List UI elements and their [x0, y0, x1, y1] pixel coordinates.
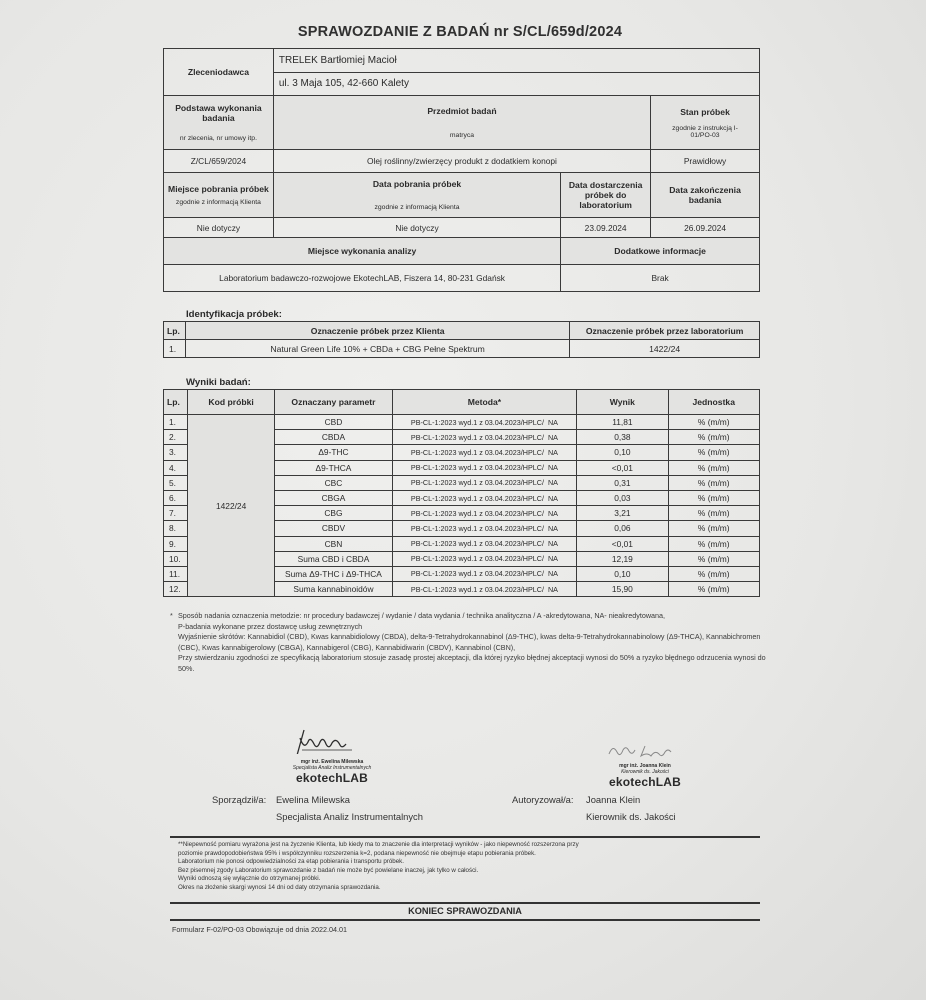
result-lp: 3.	[164, 445, 188, 460]
form-reference: Formularz F-02/PO-03 Obowiązuje od dnia 2022.04.01	[172, 925, 347, 934]
sample-code: 1422/24	[187, 415, 274, 597]
right-stamp-name: mgr inż. Joanna Klein	[619, 763, 671, 769]
prepared-by-title: Specjalista Analiz Instrumentalnych	[276, 811, 423, 822]
left-ekotechlab-logo: ekotechLAB	[295, 771, 368, 785]
result-value: 11,81	[577, 415, 668, 430]
result-parameter: Suma kannabinoidów	[275, 582, 392, 597]
result-lp: 4.	[164, 460, 188, 475]
result-method: PB-CL-1:2023 wyd.1 z 03.04.2023/HPLC/ NA	[392, 475, 577, 490]
result-unit: % (m/m)	[668, 582, 760, 597]
result-unit: % (m/m)	[668, 415, 760, 430]
disclaimer-block	[178, 841, 738, 892]
identification-title: Identyfikacja próbek:	[186, 309, 282, 320]
results-header-param: Oznaczany parametr	[275, 390, 392, 415]
identification-table	[163, 321, 760, 358]
results-title: Wyniki badań:	[186, 377, 251, 388]
result-value: <0,01	[577, 536, 668, 551]
basis-sub: nr zlecenia, nr umowy itp.	[179, 135, 257, 142]
ident-header-lp: Lp.	[164, 322, 186, 340]
disclaimer-line: Wyniki odnoszą się wyłącznie do otrzymanej próbki.	[178, 875, 321, 882]
results-header-result: Wynik	[577, 390, 668, 415]
results-table	[163, 389, 760, 597]
sampling-date-label: Data pobrania próbek	[372, 179, 462, 189]
result-value: 0,06	[577, 521, 668, 536]
notes-star: *	[170, 611, 173, 620]
result-parameter: CBC	[275, 475, 392, 490]
sampling-place-header	[164, 173, 274, 218]
result-lp: 11.	[164, 566, 188, 581]
result-value: 0,10	[577, 445, 668, 460]
subject-header	[273, 96, 650, 150]
sampling-place-sub: zgodnie z informacją Klienta	[175, 199, 261, 206]
result-lp: 5.	[164, 475, 188, 490]
basis-value: Z/CL/659/2024	[164, 150, 274, 173]
result-lp: 9.	[164, 536, 188, 551]
results-header-method: Metoda*	[392, 390, 577, 415]
disclaimer-line: Bez pisemnej zgody Laboratorium sprawozdanie z badań nie może być powielane inaczej, jak tylko w całości.	[178, 866, 479, 874]
disclaimer-top-rule	[170, 836, 760, 838]
results-header-lp: Lp.	[164, 390, 188, 415]
result-method: PB-CL-1:2023 wyd.1 z 03.04.2023/HPLC/ NA	[392, 521, 577, 536]
result-lp: 12.	[164, 582, 188, 597]
results-row	[164, 415, 760, 430]
result-unit: % (m/m)	[668, 521, 760, 536]
state-value: Prawidłowy	[651, 150, 760, 173]
end-date-value: 26.09.2024	[651, 218, 760, 238]
analysis-place-label: Miejsce wykonania analizy	[164, 238, 561, 265]
ident-lp: 1.	[164, 340, 186, 358]
result-lp: 2.	[164, 430, 188, 445]
authorized-by-title: Kierownik ds. Jakości	[586, 811, 676, 822]
client-label: Zleceniodawca	[164, 49, 274, 96]
left-signature-stamp	[272, 728, 392, 785]
result-value: 15,90	[577, 582, 668, 597]
notes-line-2: P-badania wykonane przez dostawcę usług zewnętrznych	[178, 621, 363, 631]
result-method: PB-CL-1:2023 wyd.1 z 03.04.2023/HPLC/ NA	[392, 460, 577, 475]
result-unit: % (m/m)	[668, 445, 760, 460]
result-parameter: CBG	[275, 506, 392, 521]
subject-sub: matryca	[449, 132, 475, 139]
state-label: Stan próbek	[680, 106, 730, 117]
result-method: PB-CL-1:2023 wyd.1 z 03.04.2023/HPLC/ NA	[392, 490, 577, 505]
disclaimer-line: Laboratorium nie ponosi odpowiedzialności za etap pobierania i transportu próbek.	[178, 858, 404, 865]
result-value: 0,38	[577, 430, 668, 445]
basis-label: Podstawa wykonania badania	[175, 103, 262, 123]
method-notes	[170, 611, 768, 675]
right-signature-icon	[595, 742, 695, 758]
result-method: PB-CL-1:2023 wyd.1 z 03.04.2023/HPLC/ NA	[392, 506, 577, 521]
right-ekotechlab-logo: ekotechLAB	[608, 775, 681, 789]
result-parameter: Suma Δ9-THC i Δ9-THCA	[275, 566, 392, 581]
state-header	[651, 96, 760, 150]
result-value: 3,21	[577, 506, 668, 521]
result-method: PB-CL-1:2023 wyd.1 z 03.04.2023/HPLC/ NA	[392, 445, 577, 460]
authorized-by-label: Autoryzował/a:	[512, 794, 574, 805]
basis-header	[164, 96, 274, 150]
ident-lab-designation: 1422/24	[570, 340, 760, 358]
additional-label: Dodatkowe informacje	[561, 238, 760, 265]
prepared-by-name: Ewelina Milewska	[276, 794, 350, 805]
sampling-date-value: Nie dotyczy	[273, 218, 560, 238]
disclaimer-line: poziomie prawdopodobieństwa 95% i współczynniku rozszerzenia k=2, podana niepewność nie obejmuje etapu pobierania próbek.	[178, 849, 536, 857]
result-parameter: CBDA	[275, 430, 392, 445]
result-lp: 1.	[164, 415, 188, 430]
result-parameter: CBGA	[275, 490, 392, 505]
left-stamp-name: mgr inż. Ewelina Milewska	[300, 759, 364, 765]
result-unit: % (m/m)	[668, 506, 760, 521]
result-method: PB-CL-1:2023 wyd.1 z 03.04.2023/HPLC/ NA	[392, 566, 577, 581]
end-bottom-rule	[170, 919, 760, 921]
end-of-report: KONIEC SPRAWOZDANIA	[408, 906, 522, 916]
result-lp: 6.	[164, 490, 188, 505]
result-value: <0,01	[577, 460, 668, 475]
sampling-place-value: Nie dotyczy	[164, 218, 274, 238]
result-unit: % (m/m)	[668, 536, 760, 551]
left-signature-icon	[282, 728, 382, 754]
result-lp: 7.	[164, 506, 188, 521]
result-value: 12,19	[577, 551, 668, 566]
notes-line-4: Przy stwierdzaniu zgodności ze specyfikacją laboratorium stosuje zasadę prostej akceptacji, dla której ryzyko błędnej akceptacji wynosi do 50% a ryzyko błędnego odrzucenia wynosi do 50%.	[178, 653, 766, 673]
state-sub: zgodnie z instrukcją I-01/PO-03	[672, 124, 738, 139]
result-lp: 10.	[164, 551, 188, 566]
left-stamp-title: Specjalista Analiz Instrumentalnych	[292, 765, 372, 771]
end-top-rule	[170, 902, 760, 904]
result-method: PB-CL-1:2023 wyd.1 z 03.04.2023/HPLC/ NA	[392, 551, 577, 566]
authorized-by	[512, 791, 676, 822]
delivery-date-value: 23.09.2024	[561, 218, 651, 238]
ident-row	[164, 340, 760, 358]
prepared-by-label: Sporządził/a:	[212, 794, 267, 805]
left-handwritten-signature	[272, 728, 392, 759]
result-value: 0,31	[577, 475, 668, 490]
ident-client-designation: Natural Green Life 10% + CBDa + CBG Pełne Spektrum	[185, 340, 569, 358]
result-method: PB-CL-1:2023 wyd.1 z 03.04.2023/HPLC/ NA	[392, 536, 577, 551]
result-unit: % (m/m)	[668, 430, 760, 445]
ident-header-lab: Oznaczenie próbek przez laboratorium	[570, 322, 760, 340]
results-header-code: Kod próbki	[187, 390, 274, 415]
result-parameter: CBN	[275, 536, 392, 551]
result-method: PB-CL-1:2023 wyd.1 z 03.04.2023/HPLC/ NA	[392, 430, 577, 445]
result-unit: % (m/m)	[668, 566, 760, 581]
result-parameter: Δ9-THCA	[275, 460, 392, 475]
prepared-by	[212, 791, 423, 822]
result-lp: 8.	[164, 521, 188, 536]
right-stamp-title: Kierownik ds. Jakości	[621, 769, 669, 775]
result-parameter: Suma CBD i CBDA	[275, 551, 392, 566]
result-value: 0,03	[577, 490, 668, 505]
notes-line-3: Wyjaśnienie skrótów: Kannabidiol (CBD), Kwas kannabidiolowy (CBDA), delta-9-Tetrahydrokannabinol (Δ9-THC), kwas delta-9-Tetrahydrokannabinolowy (Δ9-THCA), Kannabichromen (CBC), Kwas kannabigerolowy (CBGA), Kannabigerol (CBG), Kannabidiwarin (CBDV), Kannabinol (CBN),	[178, 632, 761, 652]
sampling-date-header	[273, 173, 560, 218]
result-parameter: CBDV	[275, 521, 392, 536]
result-unit: % (m/m)	[668, 490, 760, 505]
result-parameter: Δ9-THC	[275, 445, 392, 460]
result-parameter: CBD	[275, 415, 392, 430]
ident-header-client: Oznaczenie próbek przez Klienta	[185, 322, 569, 340]
result-unit: % (m/m)	[668, 460, 760, 475]
right-signature-stamp	[590, 742, 700, 789]
client-name: TRELEK Bartłomiej Macioł	[273, 49, 759, 73]
info-table	[163, 48, 760, 292]
result-method: PB-CL-1:2023 wyd.1 z 03.04.2023/HPLC/ NA	[392, 415, 577, 430]
delivery-date-label: Data dostarczenia próbek do laboratorium	[561, 173, 651, 218]
notes-line-1: Sposób nadania oznaczenia metodzie: nr procedury badawczej / wydanie / data wydania / technika analityczna / A -akredytowana, NA- nieakredytowana,	[178, 611, 666, 620]
analysis-place-value: Laboratorium badawczo-rozwojowe EkotechLAB, Fiszera 14, 80-231 Gdańsk	[164, 265, 561, 292]
additional-value: Brak	[561, 265, 760, 292]
right-handwritten-signature	[590, 742, 700, 763]
disclaimer-line: Okres na złożenie skargi wynosi 14 dni od daty otrzymania sprawozdania.	[178, 883, 381, 891]
results-header-unit: Jednostka	[668, 390, 760, 415]
sampling-place-label: Miejsce pobrania próbek	[168, 184, 269, 194]
subject-label: Przedmiot badań	[427, 106, 497, 116]
authorized-by-name: Joanna Klein	[586, 794, 641, 805]
report-title: SPRAWOZDANIE Z BADAŃ nr S/CL/659d/2024	[297, 24, 623, 40]
result-unit: % (m/m)	[668, 475, 760, 490]
end-date-label: Data zakończenia badania	[651, 173, 760, 218]
subject-value: Olej roślinny/zwierzęcy produkt z dodatkiem konopi	[273, 150, 650, 173]
result-unit: % (m/m)	[668, 551, 760, 566]
result-method: PB-CL-1:2023 wyd.1 z 03.04.2023/HPLC/ NA	[392, 582, 577, 597]
disclaimer-line: **Niepewność pomiaru wyrażona jest na życzenie Klienta, lub kiedy ma to znaczenie dla interpretacji wyników - jako niepewność rozszerzona przy	[178, 841, 579, 848]
result-value: 0,10	[577, 566, 668, 581]
sampling-date-sub: zgodnie z informacją Klienta	[374, 204, 460, 211]
client-address: ul. 3 Maja 105, 42-660 Kalety	[273, 72, 759, 96]
